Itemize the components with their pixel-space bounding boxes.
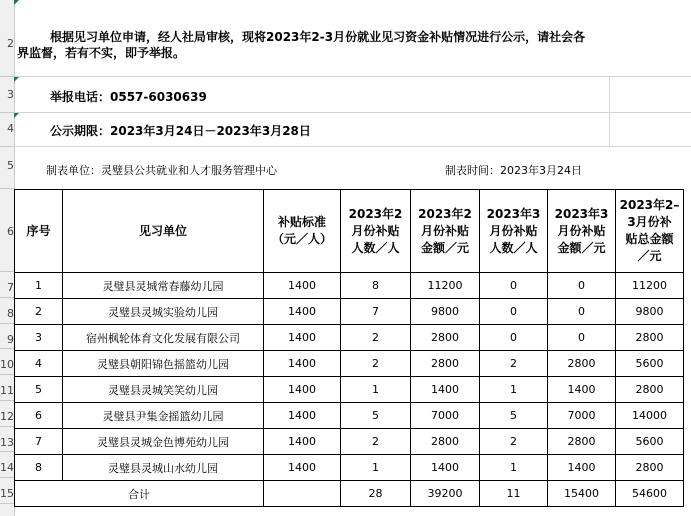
cell-mar-people[interactable]: 5 (480, 403, 548, 429)
cell-total[interactable]: 14000 (616, 403, 684, 429)
hotline-text: 举报电话：0557-6030639 (50, 90, 207, 104)
table-row (15, 429, 684, 455)
cell-standard[interactable]: 1400 (264, 273, 341, 299)
row-number[interactable]: 12 (0, 410, 14, 423)
header-mar-amount[interactable]: 2023年3 月份补贴 金额／元 (548, 190, 616, 273)
cell-feb-people[interactable]: 2 (341, 351, 411, 377)
cell-feb-amount[interactable]: 2800 (411, 325, 480, 351)
cell-feb-people[interactable]: 5 (341, 403, 411, 429)
total-total[interactable]: 54600 (616, 481, 684, 507)
header-feb-people[interactable]: 2023年2 月份补贴 人数／人 (341, 190, 411, 273)
cell-standard[interactable]: 1400 (264, 351, 341, 377)
cell-marker-icon (14, 113, 19, 118)
cell-standard[interactable]: 1400 (264, 429, 341, 455)
cell-feb-people[interactable]: 1 (341, 455, 411, 481)
cell-mar-amount[interactable]: 0 (548, 299, 616, 325)
cell-mar-people[interactable]: 1 (480, 377, 548, 403)
row-number[interactable]: 9 (7, 333, 14, 346)
cell-unit[interactable]: 灵璧县灵城常春藤幼儿园 (63, 273, 264, 299)
header-standard[interactable]: 补贴标准 （元／人） (264, 190, 341, 273)
row-number[interactable]: 3 (7, 88, 14, 101)
cell-mar-amount[interactable]: 0 (548, 273, 616, 299)
cell-feb-amount[interactable]: 2800 (411, 429, 480, 455)
header-mar-people[interactable]: 2023年3 月份补贴 人数／人 (480, 190, 548, 273)
header-seq[interactable]: 序号 (15, 190, 63, 273)
header-unit[interactable]: 见习单位 (63, 190, 264, 273)
total-feb-amount[interactable]: 39200 (411, 481, 480, 507)
cell-seq[interactable]: 6 (15, 403, 63, 429)
cell-total[interactable]: 9800 (616, 299, 684, 325)
cell-feb-amount[interactable]: 2800 (411, 351, 480, 377)
header-total[interactable]: 2023年2– 3月份补 贴总金额 ／元 (616, 190, 684, 273)
cell-feb-people[interactable]: 8 (341, 273, 411, 299)
cell-standard[interactable]: 1400 (264, 325, 341, 351)
cell-feb-amount[interactable]: 1400 (411, 455, 480, 481)
cell-mar-amount[interactable]: 1400 (548, 377, 616, 403)
cell-mar-amount[interactable]: 0 (548, 325, 616, 351)
cell-seq[interactable]: 1 (15, 273, 63, 299)
maker-text: 制表单位：灵璧县公共就业和人才服务管理中心 (46, 164, 277, 177)
cell-feb-amount[interactable]: 7000 (411, 403, 480, 429)
cell-feb-people[interactable]: 7 (341, 299, 411, 325)
cell-unit[interactable]: 灵璧县灵城笑笑幼儿园 (63, 377, 264, 403)
cell-unit[interactable]: 灵璧县朝阳锦色摇篮幼儿园 (63, 351, 264, 377)
cell-unit[interactable]: 灵璧县灵城山水幼儿园 (63, 455, 264, 481)
row-number[interactable]: 13 (0, 436, 14, 449)
table-row (15, 403, 684, 429)
table-row (15, 325, 684, 351)
table-header-row (15, 190, 684, 273)
cell-standard[interactable]: 1400 (264, 403, 341, 429)
cell-total[interactable]: 2800 (616, 455, 684, 481)
total-standard[interactable] (264, 481, 341, 507)
cell-feb-amount[interactable]: 1400 (411, 377, 480, 403)
cell-mar-amount[interactable]: 2800 (548, 429, 616, 455)
cell-seq[interactable]: 4 (15, 351, 63, 377)
total-mar-amount[interactable]: 15400 (548, 481, 616, 507)
cell-standard[interactable]: 1400 (264, 455, 341, 481)
cell-mar-people[interactable]: 1 (480, 455, 548, 481)
table-row (15, 455, 684, 481)
row-number[interactable]: 6 (7, 225, 14, 238)
cell-seq[interactable]: 5 (15, 377, 63, 403)
table-row (15, 351, 684, 377)
table-row (15, 377, 684, 403)
cell-mar-people[interactable]: 2 (480, 351, 548, 377)
cell-feb-amount[interactable]: 11200 (411, 273, 480, 299)
row-number[interactable]: 11 (0, 384, 14, 397)
cell-mar-amount[interactable]: 7000 (548, 403, 616, 429)
cell-total[interactable]: 5600 (616, 429, 684, 455)
cell-standard[interactable]: 1400 (264, 299, 341, 325)
total-label[interactable]: 合计 (15, 481, 264, 507)
cell-seq[interactable]: 3 (15, 325, 63, 351)
row-number[interactable]: 10 (0, 358, 14, 371)
row-number[interactable]: 5 (7, 159, 14, 172)
cell-feb-people[interactable]: 1 (341, 377, 411, 403)
period-text: 公示期限：2023年3月24日－2023年3月28日 (50, 124, 311, 138)
cell-total[interactable]: 2800 (616, 325, 684, 351)
row-number[interactable]: 15 (0, 487, 14, 500)
row-number[interactable]: 14 (0, 461, 14, 474)
cell-unit[interactable]: 宿州枫轮体育文化发展有限公司 (63, 325, 264, 351)
cell-unit[interactable]: 灵璧县灵城实验幼儿园 (63, 299, 264, 325)
total-mar-people[interactable]: 11 (480, 481, 548, 507)
subsidy-table (14, 189, 684, 507)
cell-marker-icon (14, 77, 19, 82)
row-number[interactable]: 8 (7, 307, 14, 320)
cell-standard[interactable]: 1400 (264, 377, 341, 403)
cell-seq[interactable]: 2 (15, 299, 63, 325)
cell-feb-amount[interactable]: 9800 (411, 299, 480, 325)
cell-seq[interactable]: 8 (15, 455, 63, 481)
cell-mar-people[interactable]: 2 (480, 429, 548, 455)
row-number[interactable]: 2 (7, 37, 14, 50)
cell-mar-amount[interactable]: 2800 (548, 351, 616, 377)
cell-feb-people[interactable]: 2 (341, 429, 411, 455)
cell-total[interactable]: 5600 (616, 351, 684, 377)
cell-seq[interactable]: 7 (15, 429, 63, 455)
cell-mar-amount[interactable]: 1400 (548, 455, 616, 481)
cell-total[interactable]: 2800 (616, 377, 684, 403)
header-feb-amount[interactable]: 2023年2 月份补贴 金额／元 (411, 190, 480, 273)
cell-marker-icon (14, 0, 19, 5)
notice-line-2: 界监督，若有不实，即予举报。 (17, 46, 186, 60)
cell-mar-people[interactable]: 0 (480, 325, 548, 351)
row-number[interactable]: 4 (7, 122, 14, 135)
total-feb-people[interactable]: 28 (341, 481, 411, 507)
made-date-text: 制表时间：2023年3月24日 (445, 164, 582, 177)
table-row (15, 299, 684, 325)
notice-line-1: 根据见习单位申请，经人社局审核，现将2023年2-3月份就业见习资金补贴情况进行公示，请社会各 (50, 30, 586, 44)
table-row (15, 273, 684, 299)
cell-unit[interactable]: 灵璧县灵城金色博苑幼儿园 (63, 429, 264, 455)
cell-unit[interactable]: 灵璧县尹集金摇篮幼儿园 (63, 403, 264, 429)
table-total-row (15, 481, 684, 507)
cell-mar-people[interactable]: 0 (480, 273, 548, 299)
cell-total[interactable]: 11200 (616, 273, 684, 299)
cell-mar-people[interactable]: 0 (480, 299, 548, 325)
row-number[interactable]: 7 (7, 281, 14, 294)
cell-feb-people[interactable]: 2 (341, 325, 411, 351)
